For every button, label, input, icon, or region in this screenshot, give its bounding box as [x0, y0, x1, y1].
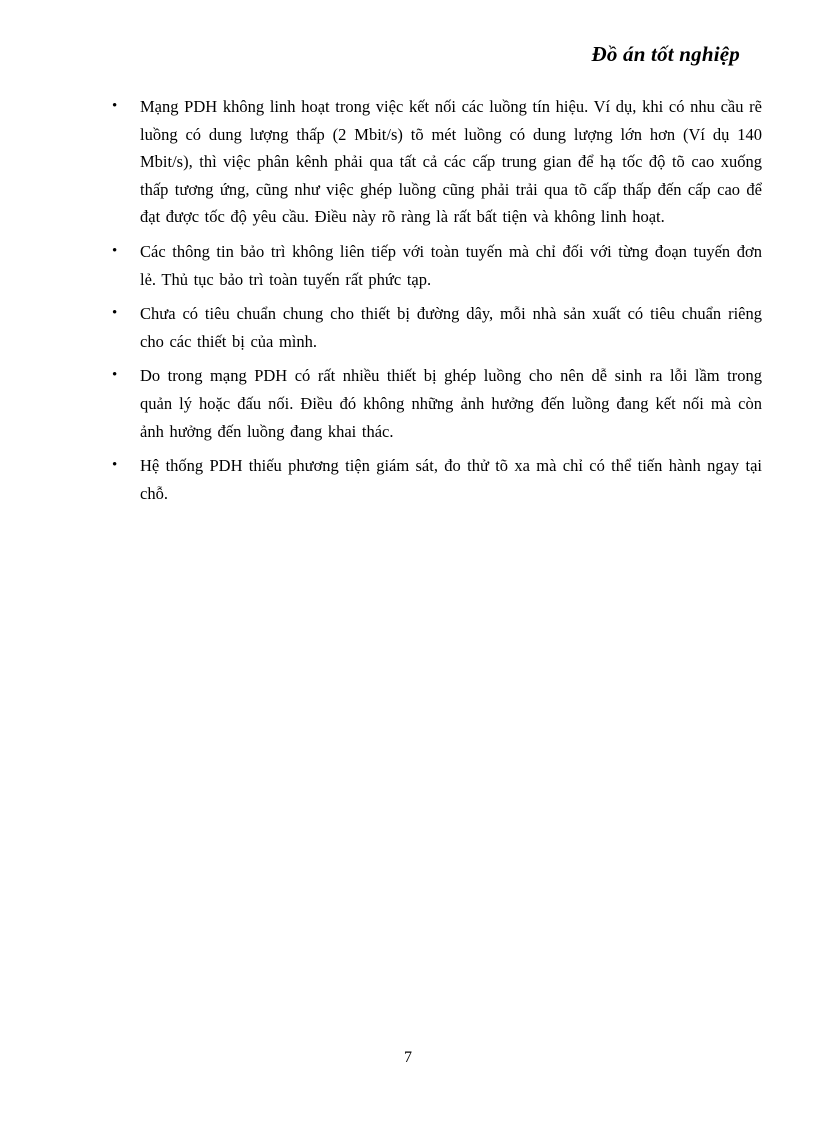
- list-item: [112, 93, 762, 231]
- bullet-icon: •: [112, 367, 118, 384]
- page-number: 7: [404, 1049, 412, 1066]
- list-item: [112, 362, 762, 445]
- bullet-list: [112, 93, 762, 514]
- list-item-text: Các thông tin bảo trì không liên tiếp với toàn tuyến mà chỉ đối với từng đoạn tuyến đơn lẻ. Thủ tục bảo trì toàn tuyến rất phức tạp.: [140, 241, 762, 289]
- bullet-icon: •: [112, 457, 118, 474]
- list-item: [112, 238, 762, 293]
- bullet-icon: •: [112, 305, 118, 322]
- list-item-text: Mạng PDH không linh hoạt trong việc kết nối các luồng tín hiệu. Ví dụ, khi có nhu cầu rẽ luồng có dung lượng thấp (2 Mbit/s) tõ mét luồng có dung lượng lớn hơn (Ví dụ 140 Mbit/s), thì việc phân kênh phải qua tất cả các cấp trung gian để hạ tốc độ tõ cao xuống thấp tương ứng, cũng như việc ghép luồng cũng phải trải qua tõ cấp thấp đến cấp cao để đạt được tốc độ yêu cầu. Điều này rõ ràng là rất bất tiện và không linh hoạt.: [140, 97, 762, 227]
- list-item-text: Hệ thống PDH thiếu phương tiện giám sát, đo thử tõ xa mà chỉ có thể tiến hành ngay tại chỗ.: [140, 456, 762, 503]
- list-item: [112, 452, 762, 507]
- list-item-text: Do trong mạng PDH có rất nhiều thiết bị ghép luồng cho nên dễ sinh ra lỗi lầm trong quản lý hoặc đấu nối. Điều đó không những ảnh hưởng đến luồng đang kết nối mà còn ảnh hưởng đến luồng đang khai thác.: [140, 366, 762, 441]
- header-title: Đồ án tốt nghiệp: [591, 42, 740, 66]
- list-item-text: Chưa có tiêu chuẩn chung cho thiết bị đường dây, mỗi nhà sản xuất có tiêu chuẩn riêng cho các thiết bị của mình.: [140, 304, 762, 351]
- page-footer: [0, 1049, 816, 1067]
- bullet-icon: •: [112, 242, 118, 259]
- bullet-icon: •: [112, 98, 118, 114]
- list-item: [112, 300, 762, 355]
- page-header: [0, 42, 740, 67]
